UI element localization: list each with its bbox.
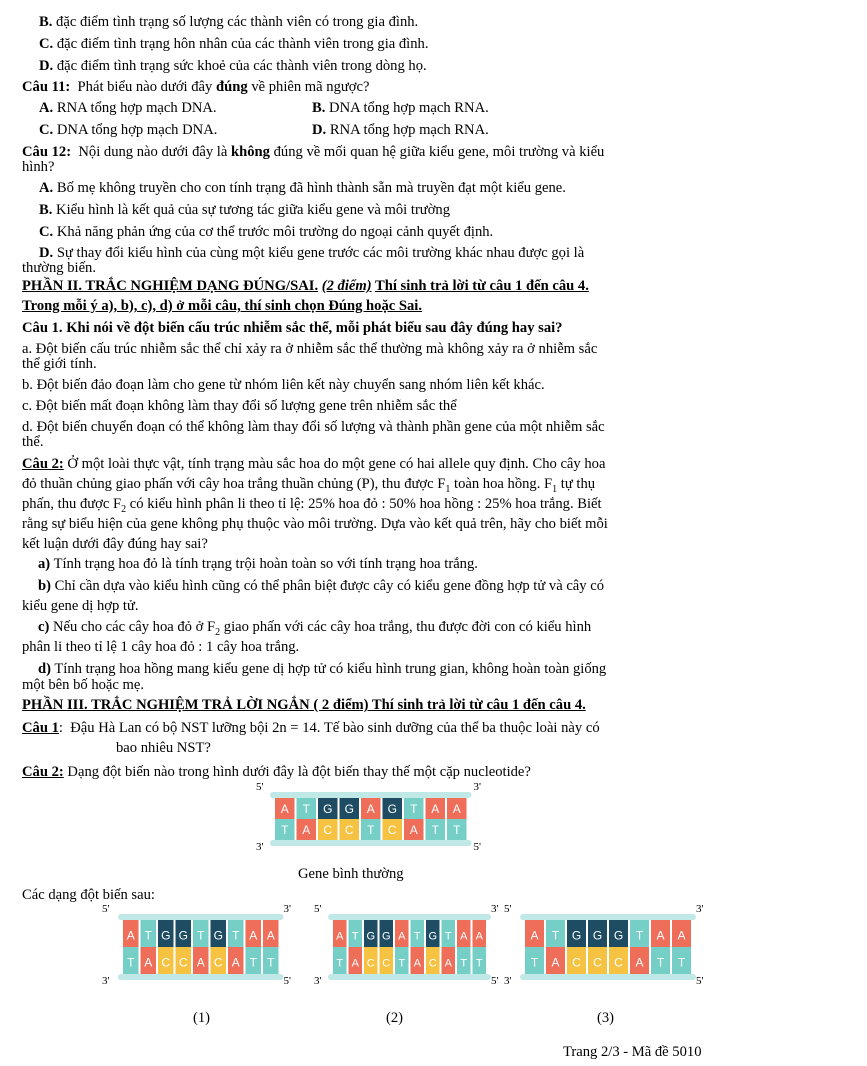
q12-option-d: D. Sự thay đổi kiểu hình của cùng một kiểu gene trước các môi trường khác nhau được gọi là	[39, 245, 585, 261]
base-bottom-letter: T	[336, 957, 344, 970]
mutation-1-caption: (1)	[193, 1010, 211, 1026]
end-3-bottom-label: 3'	[256, 841, 264, 853]
part3-heading: PHẦN III. TRẮC NGHIỆM TRẢ LỜI NGẮN ( 2 điểm) Thí sinh trả lời từ câu 1 đến câu 4.	[22, 697, 586, 713]
p2q2-b-cont: kiểu gene dị hợp tử.	[22, 598, 139, 614]
q12-option-b: B. Kiểu hình là kết quả của sự tương tác giữa kiểu gene và môi trường	[39, 202, 451, 218]
mutation-2-caption: (2)	[386, 1010, 404, 1026]
base-bottom-letter: C	[593, 955, 602, 970]
base-top-letter: G	[344, 802, 354, 817]
base-bottom-letter: C	[161, 955, 171, 970]
end-3-top-label: 3'	[473, 781, 481, 793]
base-bottom-letter: A	[413, 957, 421, 970]
p2q1-a: a. Đột biến cấu trúc nhiễm sắc thể chỉ xảy ra ở nhiễm sắc thể thường mà không xảy ra ở nhiễm sắc	[22, 341, 598, 357]
base-bottom-letter: T	[267, 955, 275, 970]
base-bottom-letter: A	[551, 955, 560, 970]
p2q2-d-cont: một bên bố hoặc mẹ.	[22, 677, 144, 693]
base-top-letter: G	[613, 928, 624, 943]
base-top-letter: T	[351, 930, 359, 943]
base-top-letter: T	[635, 928, 644, 943]
p2q1-a-cont: thể giới tính.	[22, 356, 97, 372]
base-bottom-letter: C	[572, 955, 581, 970]
base-top-letter: A	[280, 802, 289, 817]
q11-stem: Câu 11: Phát biểu nào dưới đây đúng về phiên mã ngược?	[22, 79, 370, 95]
p2q2-b: b) Chỉ cần dựa vào kiểu hình cũng có thể phân biệt được cây có kiểu gene đồng hợp tử và cây có	[38, 578, 605, 594]
base-top-letter: A	[249, 928, 258, 943]
base-bottom-letter: C	[387, 823, 397, 838]
base-top-letter: A	[336, 930, 344, 943]
dna-mutation-3-strands	[500, 903, 718, 988]
end-3-bottom-label: 3'	[504, 975, 512, 987]
end-5-bottom-label: 5'	[696, 975, 704, 987]
q11-option-a: A. RNA tổng hợp mạch DNA.	[39, 100, 217, 116]
p2q1-d-cont: thể.	[22, 434, 44, 450]
dna-mutation-1-figure	[100, 903, 312, 988]
dna-mutation-2-strands	[312, 903, 514, 988]
bottom-backbone	[118, 974, 284, 980]
q11-option-c: C. DNA tổng hợp mạch DNA.	[39, 122, 218, 138]
base-bottom-letter: A	[196, 955, 205, 970]
base-top-letter: A	[431, 802, 440, 817]
base-top-letter: G	[387, 802, 397, 817]
base-bottom-letter: C	[428, 957, 437, 970]
p2q2-d: d) Tính trạng hoa hồng mang kiểu gene dị hợp tử có kiểu hình trung gian, không hoàn toàn giống	[38, 661, 607, 677]
end-3-bottom-label: 3'	[102, 975, 110, 987]
dna-mutation-1-strands	[100, 903, 312, 988]
dna-mutation-3-figure	[500, 903, 718, 988]
base-top-letter: T	[232, 928, 240, 943]
end-3-top-label: 3'	[491, 903, 499, 915]
base-bottom-letter: A	[144, 955, 153, 970]
p2q1-d: d. Đột biến chuyển đoạn có thể không làm thay đổi số lượng và thành phần gene của một nhiễm sắc	[22, 419, 605, 435]
p3q1-line1: Câu 1: Đậu Hà Lan có bộ NST lưỡng bội 2n = 14. Tế bào sinh dưỡng của thể ba thuộc loài này có	[22, 720, 600, 736]
p2q2-line1: Câu 2: Ở một loài thực vật, tính trạng màu sắc hoa do một gene có hai allele quy định. Cho cây hoa	[22, 456, 606, 472]
q11-option-b: B. DNA tổng hợp mạch RNA.	[312, 100, 489, 116]
end-5-top-label: 5'	[314, 903, 322, 915]
p2q2-line5: kết luận dưới đây đúng hay sai?	[22, 536, 208, 552]
p2q1-title: Câu 1. Khi nói về đột biến cấu trúc nhiễm sắc thể, mỗi phát biểu sau đây đúng hay sai?	[22, 320, 563, 336]
base-bottom-letter: C	[213, 955, 223, 970]
base-top-letter: G	[161, 928, 171, 943]
base-top-letter: G	[366, 930, 376, 943]
base-top-letter: T	[197, 928, 205, 943]
q12-stem-cont: hình?	[22, 159, 55, 175]
base-bottom-letter: T	[398, 957, 406, 970]
base-top-letter: A	[366, 802, 375, 817]
base-bottom-letter: C	[366, 957, 375, 970]
base-top-letter: G	[571, 928, 582, 943]
p2q2-c-cont: phân li theo tỉ lệ 1 cây hoa đỏ : 1 cây hoa trắng.	[22, 639, 300, 655]
base-bottom-letter: T	[453, 823, 461, 838]
base-bottom-letter: T	[677, 955, 686, 970]
p3q1-line2: bao nhiêu NST?	[116, 740, 211, 756]
base-top-letter: T	[410, 802, 418, 817]
base-top-letter: G	[323, 802, 333, 817]
p2q2-a: a) Tính trạng hoa đỏ là tính trạng trội hoàn toàn so với tính trạng hoa trắng.	[38, 556, 478, 572]
normal-caption: Gene bình thường	[298, 866, 404, 882]
base-top-letter: G	[213, 928, 223, 943]
base-top-letter: A	[266, 928, 275, 943]
end-5-bottom-label: 5'	[491, 975, 499, 987]
end-5-bottom-label: 5'	[283, 975, 291, 987]
q12-option-a: A. Bố mẹ không truyền cho con tính trạng đã hình thành sẵn mà truyền đạt một kiểu gene.	[39, 180, 566, 196]
base-top-letter: A	[677, 928, 686, 943]
dna-mutation-2-figure	[312, 903, 514, 988]
end-3-bottom-label: 3'	[314, 975, 322, 987]
base-bottom-letter: A	[409, 823, 418, 838]
base-bottom-letter: C	[344, 823, 354, 838]
base-bottom-letter: T	[475, 957, 483, 970]
base-top-letter: A	[460, 930, 468, 943]
base-bottom-letter: C	[323, 823, 333, 838]
q10-option-d: D. đặc điểm tình trạng sức khoẻ của các thành viên trong dòng họ.	[39, 58, 427, 74]
top-backbone	[118, 914, 284, 920]
p3q2-line: Câu 2: Dạng đột biến nào trong hình dưới đây là đột biến thay thế một cặp nucleotide?	[22, 764, 531, 780]
end-5-bottom-label: 5'	[473, 841, 481, 853]
top-backbone	[520, 914, 696, 920]
q12-option-c: C. Khả năng phản ứng của cơ thể trước môi trường do ngoại cảnh quyết định.	[39, 224, 494, 240]
base-top-letter: A	[656, 928, 665, 943]
base-top-letter: T	[144, 928, 152, 943]
base-bottom-letter: T	[127, 955, 135, 970]
base-top-letter: T	[302, 802, 310, 817]
base-bottom-letter: C	[178, 955, 188, 970]
base-top-letter: A	[398, 930, 406, 943]
base-bottom-letter: A	[351, 957, 359, 970]
dna-normal-figure	[252, 781, 497, 856]
base-top-letter: A	[452, 802, 461, 817]
base-bottom-letter: T	[367, 823, 375, 838]
p2q2-c: c) Nếu cho các cây hoa đỏ ở $F_2$ giao phấn với các cây hoa trắng, thu được đời con có kiểu hình	[38, 619, 592, 638]
part2-instruction: Trong mỗi ý a), b), c), d) ở mỗi câu, thí sinh chọn Đúng hoặc Sai.	[22, 298, 423, 314]
mutations-label: Các dạng đột biến sau:	[22, 887, 155, 903]
p2q2-line2: đỏ thuần chủng giao phấn với cây hoa trắng thuần chủng (P), thu được $F_1$ toàn hoa hồng. $F_1$ tự thụ	[22, 476, 596, 495]
base-top-letter: T	[551, 928, 560, 943]
bottom-backbone	[520, 974, 696, 980]
q10-option-b: B. đặc điểm tình trạng số lượng các thành viên có trong gia đình.	[39, 14, 419, 30]
base-top-letter: A	[475, 930, 483, 943]
dna-normal-strands	[252, 781, 497, 856]
top-backbone	[328, 914, 491, 920]
bottom-backbone	[270, 840, 472, 846]
base-top-letter: A	[530, 928, 539, 943]
base-top-letter: A	[126, 928, 135, 943]
base-bottom-letter: T	[431, 823, 439, 838]
p2q1-b: b. Đột biến đảo đoạn làm cho gene từ nhóm liên kết này chuyển sang nhóm liên kết khác.	[22, 377, 545, 393]
end-5-top-label: 5'	[504, 903, 512, 915]
base-bottom-letter: T	[249, 955, 257, 970]
q12-option-d-cont: thường biến.	[22, 260, 96, 276]
base-bottom-letter: A	[302, 823, 311, 838]
part2-heading: PHẦN II. TRẮC NGHIỆM DẠNG ĐÚNG/SAI. (2 điểm) Thí sinh trả lời từ câu 1 đến câu 4.	[22, 278, 589, 294]
bottom-backbone	[328, 974, 491, 980]
base-bottom-letter: C	[382, 957, 391, 970]
base-top-letter: T	[413, 930, 421, 943]
base-top-letter: T	[444, 930, 452, 943]
base-top-letter: G	[428, 930, 438, 943]
q12-stem: Câu 12: Nội dung nào dưới đây là không đúng về mối quan hệ giữa kiểu gene, môi trường và kiểu	[22, 144, 605, 160]
p2q2-line4: rằng sự biểu hiện của gene không phụ thuộc vào môi trường. Dựa vào kết quả trên, hãy cho biết mỗi	[22, 516, 608, 532]
base-bottom-letter: A	[231, 955, 240, 970]
end-3-top-label: 3'	[283, 903, 291, 915]
base-bottom-letter: T	[281, 823, 289, 838]
base-top-letter: G	[381, 930, 391, 943]
p2q2-line3: phấn, thu được $F_2$ có kiểu hình phân li theo tỉ lệ: 25% hoa đỏ : 50% hoa hồng : 25% hoa trắng. Biết	[22, 496, 602, 515]
base-bottom-letter: T	[530, 955, 539, 970]
q11-option-d: D. RNA tổng hợp mạch RNA.	[312, 122, 489, 138]
end-3-top-label: 3'	[696, 903, 704, 915]
q10-option-c: C. đặc điểm tình trạng hôn nhân của các thành viên trong gia đình.	[39, 36, 429, 52]
top-backbone	[270, 792, 472, 798]
base-bottom-letter: C	[614, 955, 623, 970]
end-5-top-label: 5'	[102, 903, 110, 915]
base-top-letter: G	[592, 928, 603, 943]
base-bottom-letter: A	[635, 955, 644, 970]
end-5-top-label: 5'	[256, 781, 264, 793]
p2q1-c: c. Đột biến mất đoạn không làm thay đổi số lượng gene trên nhiễm sắc thể	[22, 398, 457, 414]
base-bottom-letter: A	[444, 957, 452, 970]
base-bottom-letter: T	[656, 955, 665, 970]
base-top-letter: G	[178, 928, 188, 943]
base-bottom-letter: T	[460, 957, 468, 970]
page-footer: Trang 2/3 - Mã đề 5010	[563, 1044, 702, 1060]
mutation-3-caption: (3)	[597, 1010, 615, 1026]
